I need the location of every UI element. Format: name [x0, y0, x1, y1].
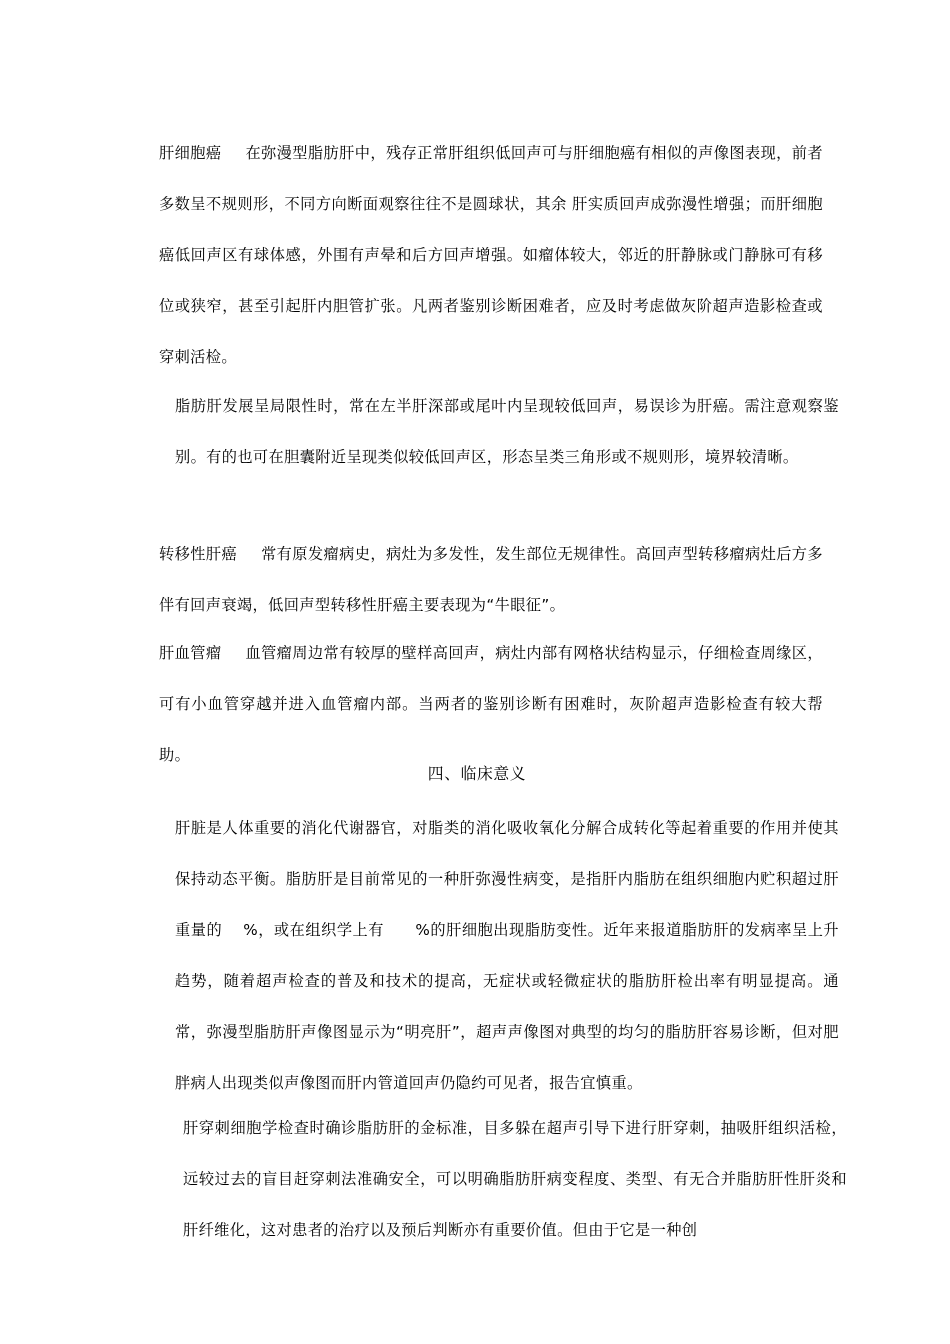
paragraph-text: 肝穿刺细胞学检查时确诊脂肪肝的金标准，目多躲在超声引导下进行肝穿刺，抽吸肝组织活检，远较过去的盲目赶穿刺法准确安全，可以明确脂肪肝病变程度、类型、有无合并脂肪肝性肝炎和肝纤维化，这对患者的治疗以及预后判断亦有重要价值。但由于它是一种创 — [183, 1119, 847, 1240]
paragraph-text: 在弥漫型脂肪肝中，残存正常肝组织低回声可与肝细胞癌有相似的声像图表现，前者多数呈不规则形，不同方向断面观察往往不是圆球状，其余 肝实质回声成弥漫性增强；而肝细胞癌低回声区有球体感，外围有声晕和后方回声增强。如瘤体较大，邻近的肝静脉或门静脉可有移位或狭窄，甚至引起肝内胆管扩张。凡两者鉴别诊断困难者，应及时考虑做灰阶超声造影检查或穿刺活检。 — [159, 144, 823, 367]
paragraph-text: 肝脏是人体重要的消化代谢器官，对脂类的消化吸收氧化分解合成转化等起着重要的作用并使其保持动态平衡。脂肪肝是目前常见的一种肝弥漫性病变，是指肝内脂肪在组织细胞内贮积超过肝重量的 %，或在组织学上有 %的肝细胞出现脂肪变性。近年来报道脂肪肝的发病率呈上升趋势，随着超声检查的普及和技术的提高，无症状或轻微症状的脂肪肝检出率有明显提高。通常，弥漫型脂肪肝声像图显示为“明亮肝”，超声声像图对典型的均匀的脂肪肝容易诊断，但对肥胖病人出现类似声像图而肝内管道回声仍隐约可见者，报告宜慎重。 — [175, 819, 839, 1093]
section-heading: 四、临床意义 — [427, 764, 527, 783]
paragraph-focal-fatty-liver — [145, 381, 839, 483]
paragraph-clinical-significance — [145, 803, 839, 1109]
paragraph-hepatocellular-carcinoma — [145, 128, 823, 383]
term-hemangioma: 肝血管瘤 — [159, 644, 222, 663]
paragraph-text: 血管瘤周边常有较厚的壁样高回声，病灶内部有网格状结构显示，仔细检查周缘区，可有小血管穿越并进入血管瘤内部。当两者的鉴别诊断有困难时，灰阶超声造影检查有较大帮助。 — [159, 644, 823, 765]
term-hepatocellular-carcinoma: 肝细胞癌 — [159, 144, 222, 163]
paragraph-metastatic-liver-cancer — [145, 529, 823, 631]
paragraph-hemangioma — [145, 628, 823, 781]
paragraph-text: 常有原发瘤病史，病灶为多发性，发生部位无规律性。高回声型转移瘤病灶后方多伴有回声衰竭，低回声型转移性肝癌主要表现为“牛眼征”。 — [159, 545, 824, 615]
term-metastatic-liver-cancer: 转移性肝癌 — [159, 545, 238, 564]
paragraph-liver-biopsy — [145, 1103, 847, 1256]
paragraph-text: 脂肪肝发展呈局限性时，常在左半肝深部或尾叶内呈现较低回声，易误诊为肝癌。需注意观察鉴别。有的也可在胆囊附近呈现类似较低回声区，形态呈类三角形或不规则形，境界较清晰。 — [175, 397, 839, 467]
